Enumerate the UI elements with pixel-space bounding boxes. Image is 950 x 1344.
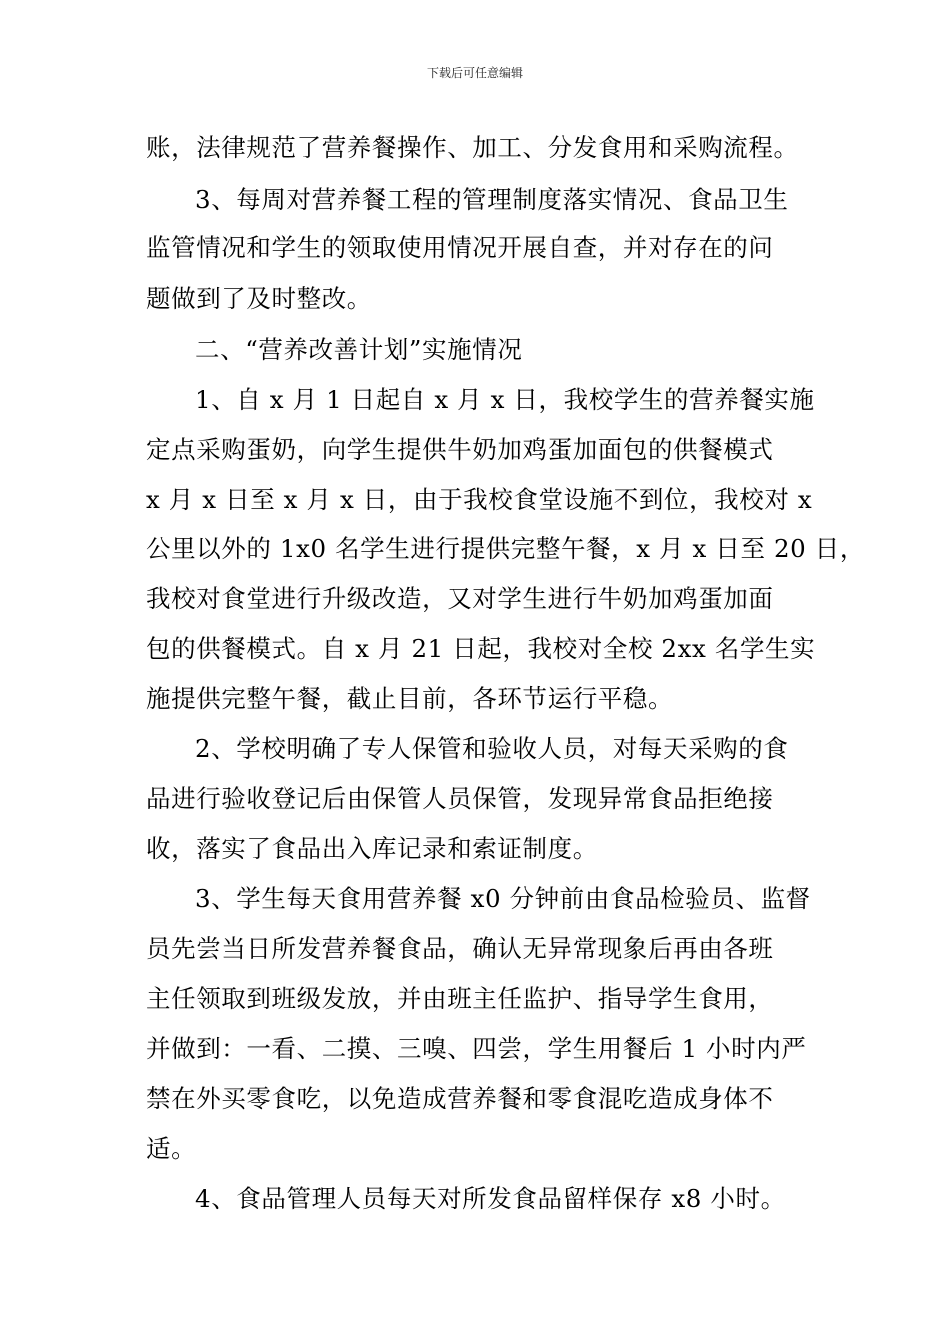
text-line: 题做到了及时整改。 <box>146 284 372 313</box>
text-line: 适。 <box>146 1134 197 1163</box>
text-line: 收，落实了食品出入库记录和索证制度。 <box>146 834 598 863</box>
text-line: 公里以外的 1x0 名学生进行提供完整午餐，x 月 x 日至 20 日， <box>146 534 865 563</box>
text-line: 4、食品管理人员每天对所发食品留样保存 x8 小时。 <box>195 1184 786 1213</box>
section-heading: 二、“营养改善计划”实施情况 <box>195 335 523 364</box>
page-header: 下载后可任意编辑 <box>426 66 523 80</box>
text-line: 1、自 x 月 1 日起自 x 月 x 日，我校学生的营养餐实施 <box>195 385 815 414</box>
text-line: 并做到：一看、二摸、三嗅、四尝，学生用餐后 1 小时内严 <box>146 1034 807 1063</box>
text-line: 3、学生每天食用营养餐 x0 分钟前由食品检验员、监督 <box>195 884 811 913</box>
text-line: 禁在外买零食吃，以免造成营养餐和零食混吃造成身体不 <box>146 1084 774 1113</box>
text-line: 包的供餐模式。自 x 月 21 日起，我校对全校 2xx 名学生实 <box>146 634 816 663</box>
text-line: 我校对食堂进行升级改造，又对学生进行牛奶加鸡蛋加面 <box>146 584 774 613</box>
text-line: 2、学校明确了专人保管和验收人员，对每天采购的食 <box>195 734 789 763</box>
text-line: 账，法律规范了营养餐操作、加工、分发食用和采购流程。 <box>146 133 799 162</box>
text-line: 主任领取到班级发放，并由班主任监护、指导学生食用， <box>146 984 774 1013</box>
text-line: 定点采购蛋奶，向学生提供牛奶加鸡蛋加面包的供餐模式 <box>146 435 774 464</box>
text-line: 3、每周对营养餐工程的管理制度落实情况、食品卫生 <box>195 185 789 214</box>
text-line: x 月 x 日至 x 月 x 日，由于我校食堂设施不到位，我校对 x <box>146 485 813 514</box>
text-line: 施提供完整午餐，截止目前，各环节运行平稳。 <box>146 684 674 713</box>
text-line: 员先尝当日所发营养餐食品，确认无异常现象后再由各班 <box>146 934 774 963</box>
text-line: 品进行验收登记后由保管人员保管，发现异常食品拒绝接 <box>146 784 774 813</box>
text-line: 监管情况和学生的领取使用情况开展自查，并对存在的问 <box>146 233 774 262</box>
